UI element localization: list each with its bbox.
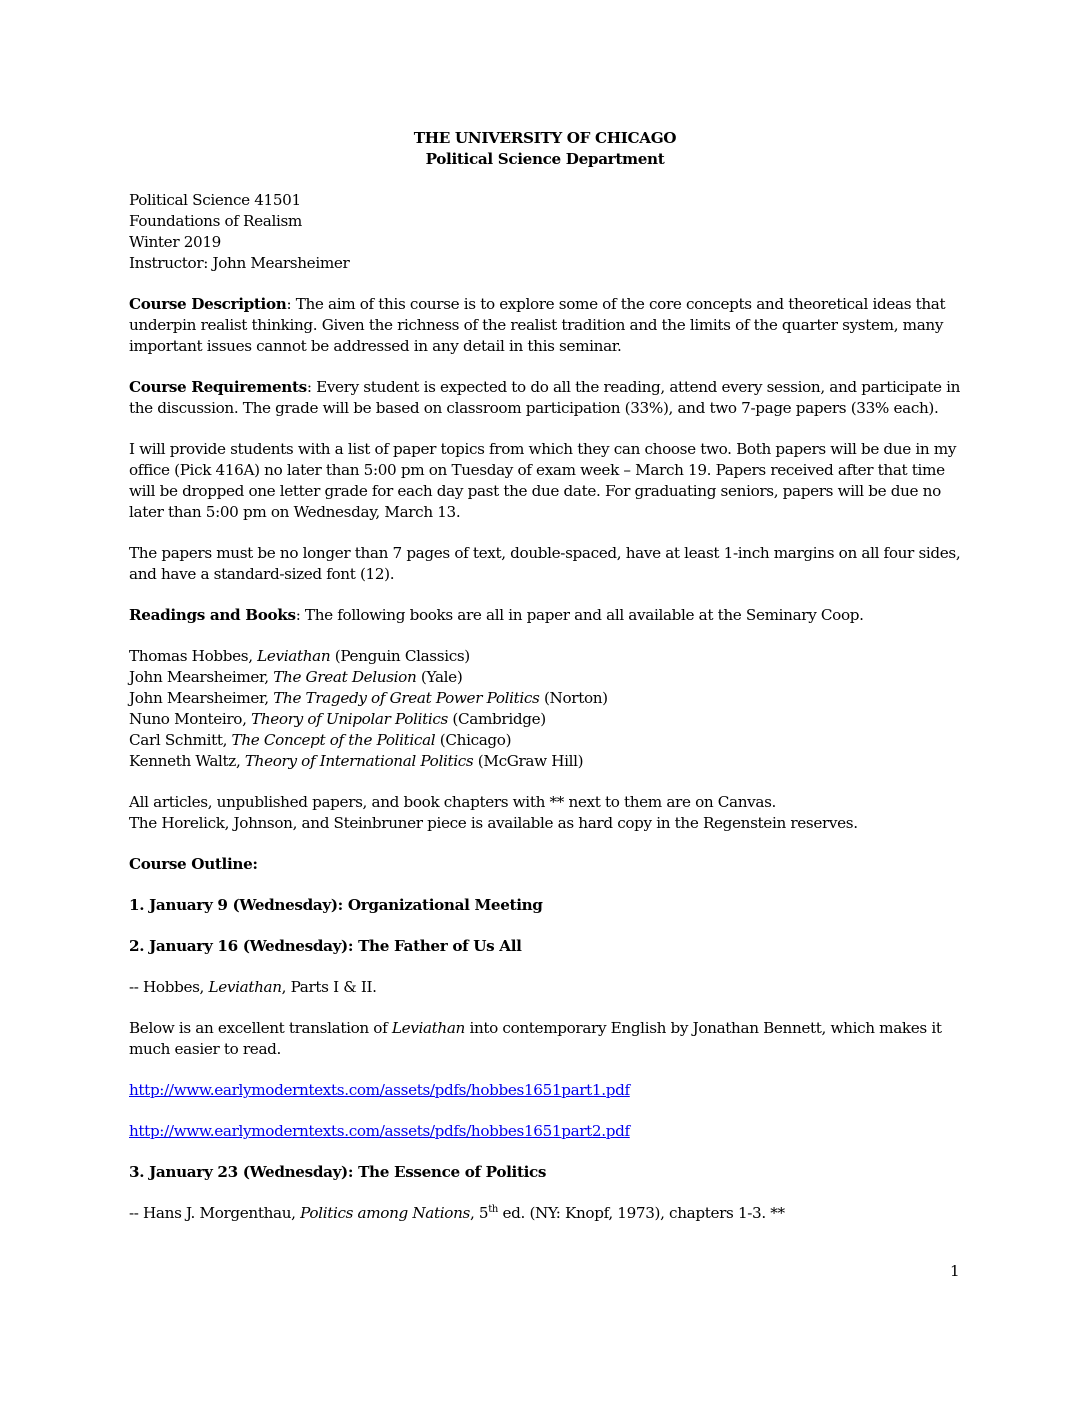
- book-item: [129, 751, 961, 772]
- book-item: [129, 667, 961, 688]
- session-2-heading: 2. January 16 (Wednesday): The Father of Us All: [129, 937, 522, 955]
- session-3-reading: [129, 1203, 961, 1224]
- book-item: [129, 646, 961, 667]
- papers-paragraph: I will provide students with a list of paper topics from which they can choose two. Both papers will be due in my office (Pick 416A) no later than 5:00 pm on Tuesday of exam week – March 19. Papers received after that time will be dropped one letter grade for each day past the due date. For graduating seniors, papers will be due no later than 5:00 pm on Wednesday, March 13.: [129, 440, 957, 521]
- course-title: Foundations of Realism: [129, 212, 302, 230]
- readings-label: Readings and Books: [129, 606, 296, 624]
- book-title: The Great Delusion: [273, 668, 417, 686]
- translation-text-end: into contemporary English by Jonathan Bennett, which makes it much easier to read.: [129, 1019, 942, 1058]
- format-paragraph: The papers must be no longer than 7 pages of text, double-spaced, have at least 1-inch margins on all four sides, and have a standard-sized font (12).: [129, 544, 961, 583]
- course-description: [129, 294, 961, 357]
- translation-title: Leviathan: [391, 1019, 465, 1037]
- session-3-heading: 3. January 23 (Wednesday): The Essence of Politics: [129, 1163, 547, 1181]
- course-number: Political Science 41501: [129, 191, 301, 209]
- reading-edition: , 5: [469, 1204, 489, 1222]
- reading-detail: ed. (NY: Knopf, 1973), chapters 1-3. **: [498, 1204, 785, 1222]
- book-item: [129, 709, 961, 730]
- book-author: John Mearsheimer,: [129, 689, 274, 707]
- course-requirements-label: Course Requirements: [129, 378, 307, 396]
- availability-line-reserves: The Horelick, Johnson, and Steinbruner piece is available as hard copy in the Regenstein reserves.: [129, 814, 858, 832]
- availability-note: [129, 792, 961, 834]
- book-author: Kenneth Waltz,: [129, 752, 245, 770]
- course-info: [129, 190, 961, 274]
- book-publisher: (Cambridge): [447, 710, 546, 728]
- book-publisher: (Chicago): [435, 731, 512, 749]
- book-author: John Mearsheimer,: [129, 668, 274, 686]
- book-author: Carl Schmitt,: [129, 731, 232, 749]
- book-publisher: (Yale): [416, 668, 463, 686]
- link-part2-paragraph: [129, 1121, 961, 1142]
- book-publisher: (Norton): [539, 689, 608, 707]
- hobbes-part1-link[interactable]: http://www.earlymoderntexts.com/assets/pdfs/hobbes1651part1.pdf: [129, 1081, 630, 1099]
- book-publisher: (McGraw Hill): [473, 752, 584, 770]
- course-requirements: [129, 377, 961, 419]
- book-publisher: (Penguin Classics): [330, 647, 470, 665]
- book-title: The Tragedy of Great Power Politics: [273, 689, 540, 707]
- reading-edition-suffix: th: [488, 1203, 498, 1215]
- course-description-text: : The aim of this course is to explore some of the core concepts and theoretical ideas that underpin realist thinking. Given the richness of the realist tradition and the limits of the quarter system, many important issues cannot be addressed in any detail in this seminar.: [129, 295, 946, 355]
- book-list: [129, 646, 961, 772]
- book-author: Nuno Monteiro,: [129, 710, 252, 728]
- page-number: 1: [950, 1262, 960, 1280]
- book-item: [129, 730, 961, 751]
- university-heading: THE UNIVERSITY OF CHICAGO: [413, 129, 677, 147]
- reading-title: Politics among Nations: [300, 1204, 470, 1222]
- reading-detail: , Parts I & II.: [281, 978, 377, 996]
- reading-author: -- Hans J. Morgenthau,: [129, 1204, 301, 1222]
- session-1-heading: 1. January 9 (Wednesday): Organizational Meeting: [129, 896, 543, 914]
- hobbes-part2-link[interactable]: http://www.earlymoderntexts.com/assets/pdfs/hobbes1651part2.pdf: [129, 1122, 630, 1140]
- book-title: Theory of Unipolar Politics: [251, 710, 448, 728]
- document-body: [129, 128, 961, 1224]
- reading-title: Leviathan: [208, 978, 282, 996]
- course-requirements-text: : Every student is expected to do all the reading, attend every session, and participate in the discussion. The grade will be based on classroom participation (33%), and two 7-page papers (33% each).: [129, 378, 961, 417]
- readings-paragraph: [129, 605, 961, 626]
- book-author: Thomas Hobbes,: [129, 647, 258, 665]
- book-item: [129, 688, 961, 709]
- course-outline-label: Course Outline:: [129, 855, 258, 873]
- book-title: The Concept of the Political: [231, 731, 436, 749]
- availability-line-canvas: All articles, unpublished papers, and book chapters with ** next to them are on Canvas.: [129, 793, 777, 811]
- translation-note: [129, 1018, 961, 1060]
- reading-author: -- Hobbes,: [129, 978, 209, 996]
- session-2-reading: [129, 977, 961, 998]
- course-term: Winter 2019: [129, 233, 221, 251]
- book-title: Theory of International Politics: [244, 752, 474, 770]
- course-instructor: Instructor: John Mearsheimer: [129, 254, 350, 272]
- readings-text: : The following books are all in paper and all available at the Seminary Coop.: [295, 606, 864, 624]
- link-part1-paragraph: [129, 1080, 961, 1101]
- translation-text-start: Below is an excellent translation of: [129, 1019, 392, 1037]
- course-description-label: Course Description: [129, 295, 287, 313]
- book-title: Leviathan: [257, 647, 331, 665]
- department-heading: Political Science Department: [425, 150, 665, 168]
